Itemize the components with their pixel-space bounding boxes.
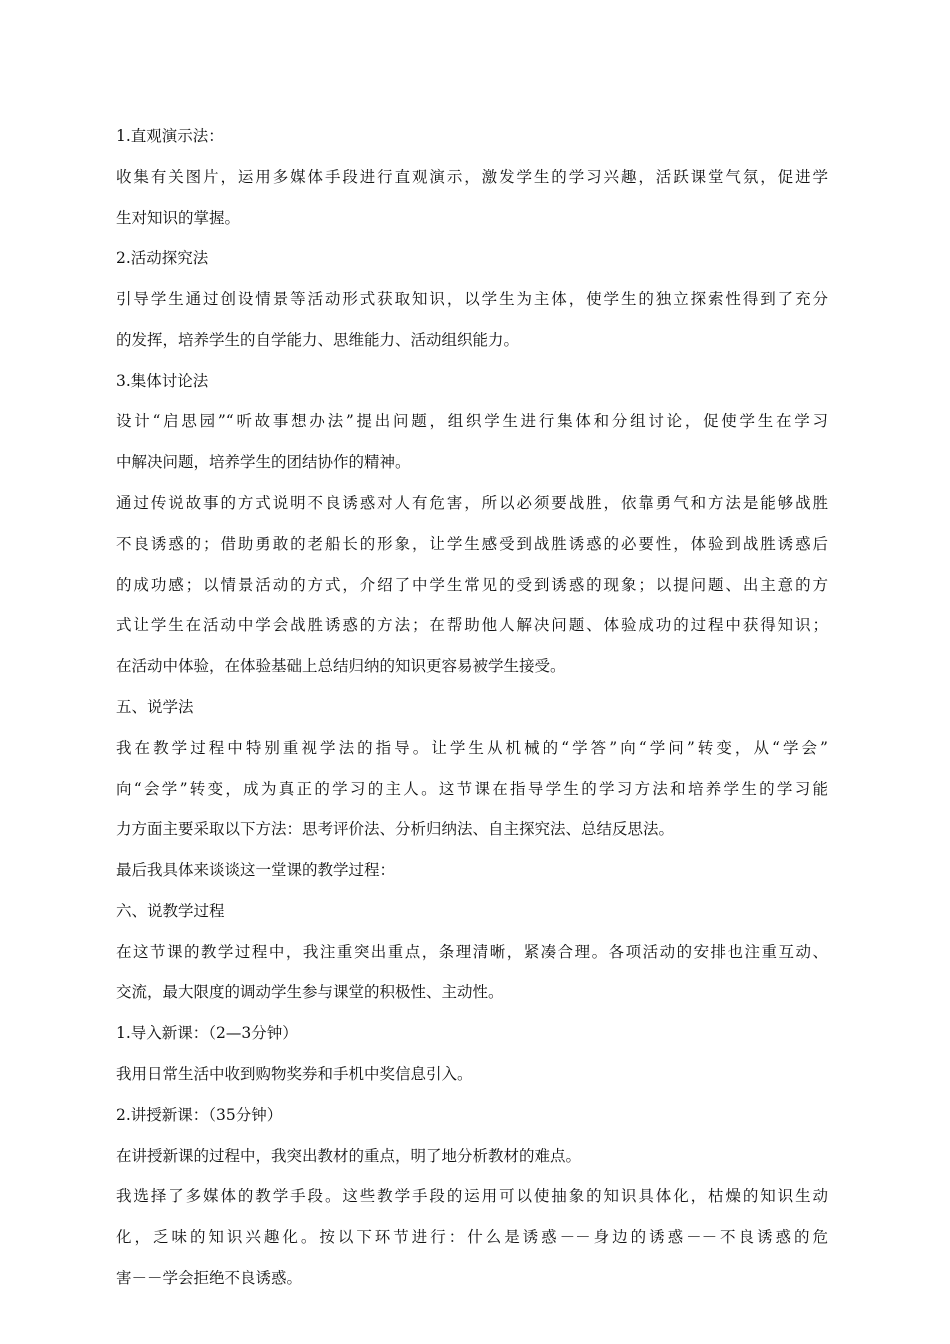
line-26: 在讲授新课的过程中，我突出教材的重点，明了地分析教材的难点。 bbox=[116, 1146, 582, 1165]
line-20: 六、说教学过程 bbox=[116, 901, 225, 920]
line-29: 害－－学会拒绝不良诱惑。 bbox=[116, 1268, 303, 1287]
line-17: 向“会学”转变，成为真正的学习的主人。这节课在指导学生的学习方法和培养学生的学习能 bbox=[116, 779, 828, 798]
line-13: 式让学生在活动中学会战胜诱惑的方法；在帮助他人解决问题、体验成功的过程中获得知识； bbox=[116, 616, 828, 635]
line-10: 通过传说故事的方式说明不良诱惑对人有危害，所以必须要战胜，依靠勇气和方法是能够战胜 bbox=[116, 494, 828, 513]
line-25: 2.讲授新课：（35分钟） bbox=[116, 1105, 283, 1124]
line-19: 最后我具体来谈谈这一堂课的教学过程： bbox=[116, 861, 396, 880]
line-03: 生对知识的掌握。 bbox=[116, 208, 241, 227]
line-11: 不良诱惑的；借助勇敢的老船长的形象，让学生感受到战胜诱惑的必要性，体验到战胜诱惑后 bbox=[116, 534, 828, 553]
line-28: 化，乏味的知识兴趣化。按以下环节进行：什么是诱惑－－身边的诱惑－－不良诱惑的危 bbox=[116, 1228, 828, 1247]
line-27: 我选择了多媒体的教学手段。这些教学手段的运用可以使抽象的知识具体化，枯燥的知识生动 bbox=[116, 1187, 828, 1206]
line-12: 的成功感；以情景活动的方式，介绍了中学生常见的受到诱惑的现象；以提问题、出主意的方 bbox=[116, 575, 828, 594]
line-06: 的发挥，培养学生的自学能力、思维能力、活动组织能力。 bbox=[116, 330, 520, 349]
line-14: 在活动中体验，在体验基础上总结归纳的知识更容易被学生接受。 bbox=[116, 657, 566, 676]
line-16: 我在教学过程中特别重视学法的指导。让学生从机械的“学答”向“学问”转变，从“学会” bbox=[116, 738, 828, 757]
document-page bbox=[116, 124, 828, 1307]
line-18: 力方面主要采取以下方法：思考评价法、分析归纳法、自主探究法、总结反思法。 bbox=[116, 820, 675, 839]
line-05: 引导学生通过创设情景等活动形式获取知识，以学生为主体，使学生的独立探索性得到了充分 bbox=[116, 290, 828, 309]
line-09: 中解决问题，培养学生的团结协作的精神。 bbox=[116, 453, 411, 472]
line-08: 设计“启思园”“听故事想办法”提出问题，组织学生进行集体和分组讨论，促使学生在学习 bbox=[116, 412, 828, 431]
line-15: 五、说学法 bbox=[116, 697, 194, 716]
line-23: 1.导入新课：（2—3分钟） bbox=[116, 1024, 298, 1043]
line-21: 在这节课的教学过程中，我注重突出重点，条理清晰，紧凑合理。各项活动的安排也注重互动、 bbox=[116, 942, 828, 961]
line-07: 3.集体讨论法 bbox=[116, 371, 209, 390]
line-02: 收集有关图片，运用多媒体手段进行直观演示，激发学生的学习兴趣，活跃课堂气氛，促进学 bbox=[116, 167, 828, 186]
line-24: 我用日常生活中收到购物奖券和手机中奖信息引入。 bbox=[116, 1064, 473, 1083]
line-22: 交流，最大限度的调动学生参与课堂的积极性、主动性。 bbox=[116, 983, 504, 1002]
line-01: 1.直观演示法： bbox=[116, 127, 224, 145]
line-04: 2.活动探究法 bbox=[116, 249, 209, 268]
